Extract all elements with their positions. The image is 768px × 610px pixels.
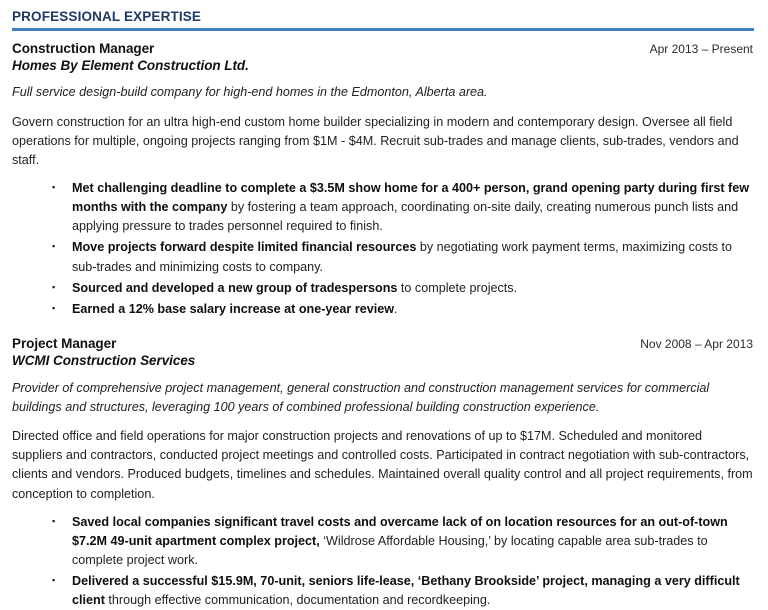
list-item	[12, 179, 755, 236]
achievement-list	[12, 513, 755, 610]
job-summary-paragraph: Govern construction for an ultra high-end custom home builder specializing in modern and contemporary design. Oversee all field operations for multiple, ongoing projects ranging from $1M - $4M. Recruit sub-trades and manage clients, sub-trades, vendors and staff.	[12, 114, 739, 167]
achievement-lead: Sourced and developed a new group of tradespersons	[72, 280, 398, 295]
square-bullet-icon: ▪	[52, 241, 56, 252]
list-item	[12, 300, 755, 319]
job-summary-paragraph: Directed office and field operations for major construction projects and renovations of up to $17M. Scheduled and monitored suppliers and contractors, conducted project meetings and controlled costs. Participated in contract negotiation with sub-contractors, clients and vendors. Produced budgets, timelines and schedules. Maintained overall quality control and all project requirements, from conception to completion.	[12, 429, 753, 501]
square-bullet-icon: ▪	[52, 515, 56, 526]
job-title: Construction Manager	[12, 40, 155, 56]
achievement-rest: .	[394, 301, 398, 316]
job-company-tagline: Full service design-build company for high-end homes in the Edmonton, Alberta area.	[12, 85, 488, 100]
square-bullet-icon: ▪	[52, 575, 56, 586]
achievement-rest: by negotiating work payment terms, maximizing costs to sub-trades and minimizing costs to company.	[72, 240, 733, 274]
job-title: Project Manager	[12, 335, 117, 351]
achievement-list	[12, 179, 755, 319]
achievement-rest: through effective communication, documentation and recordkeeping.	[104, 593, 491, 608]
list-item	[12, 572, 755, 610]
achievement-rest: ‘Wildrose Affordable Housing,’ by locating capable area sub-trades to complete project work.	[72, 533, 708, 567]
square-bullet-icon: ▪	[52, 281, 56, 292]
job-entry	[12, 335, 755, 610]
section-heading-professional-expertise: PROFESSIONAL EXPERTISE	[12, 9, 202, 24]
job-header-row	[12, 335, 755, 352]
square-bullet-icon: ▪	[52, 302, 56, 313]
section-divider-rule	[12, 28, 754, 31]
list-item	[12, 238, 755, 276]
job-company-tagline: Provider of comprehensive project management, general construction and construction management services for commercial buildings and structures, leveraging 100 years of combined professional building construction experience.	[12, 380, 710, 415]
job-company: Homes By Element Construction Ltd.	[12, 57, 249, 73]
job-company: WCMI Construction Services	[12, 353, 196, 369]
job-dates: Apr 2013 – Present	[649, 41, 753, 56]
achievement-lead: Met challenging deadline to complete a $3.5M show home for a 400+ person, grand opening party during first few months with the company	[72, 180, 750, 215]
achievement-lead: Earned a 12% base salary increase at one-year review	[72, 301, 395, 316]
job-entry	[12, 40, 755, 319]
achievement-lead: Saved local companies significant travel costs and overcame lack of on location resources for an out-of-town $7.2M 49-unit apartment complex project,	[72, 514, 728, 548]
list-item	[12, 513, 755, 570]
achievement-lead: Delivered a successful $15.9M, 70-unit, seniors life-lease, ‘Bethany Brookside’ project, managing a very difficult client	[72, 574, 740, 608]
achievement-rest: by fostering a team approach, coordinating on-site daily, creating numerous punch lists and applying pressure to trades personnel required to finish.	[72, 200, 739, 234]
square-bullet-icon: ▪	[52, 181, 56, 192]
achievement-lead: Move projects forward despite limited financial resources	[72, 240, 417, 255]
list-item	[12, 279, 755, 298]
job-dates: Nov 2008 – Apr 2013	[640, 336, 753, 351]
job-header-row	[12, 40, 755, 57]
achievement-rest: to complete projects.	[397, 280, 518, 295]
